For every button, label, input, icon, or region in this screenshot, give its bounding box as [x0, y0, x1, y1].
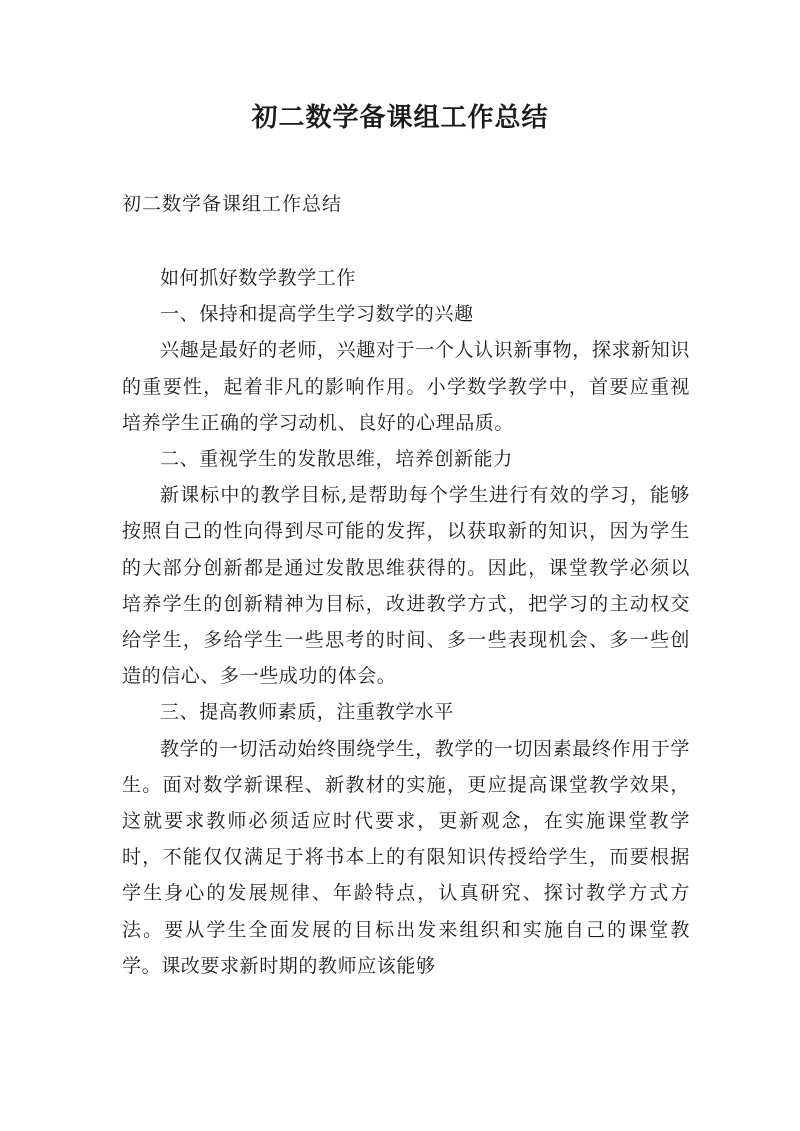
document-subtitle: 初二数学备课组工作总结 — [122, 193, 343, 215]
paragraph: 兴趣是最好的老师，兴趣对于一个人认识新事物，探求新知识的重要性，起着非凡的影响作用。小学数学教学中，首要应重视培养学生正确的学习动机、良好的心理品质。 — [122, 339, 690, 434]
document-body — [122, 260, 690, 984]
section-heading-2: 二、重视学生的发散思维，培养创新能力 — [160, 448, 513, 471]
section-heading-3: 三、提高教师素质，注重教学水平 — [160, 701, 455, 724]
paragraph-heading: 如何抓好数学教学工作 — [160, 267, 357, 289]
page-title: 初二数学备课组工作总结 — [251, 103, 549, 133]
paragraph: 教学的一切活动始终围绕学生，教学的一切因素最终作用于学生。面对数学新课程、新教材的实施，更应提高课堂教学效果，这就要求教师必须适应时代要求，更新观念，在实施课堂教学时，不能仅仅满足于将书本上的有限知识传授给学生，而要根据学生身心的发展规律、年龄特点，认真研究、探讨教学方式方法。要从学生全面发展的目标出发来组织和实施自己的课堂教学。课改要求新时期的教师应该能够 — [122, 737, 690, 977]
paragraph: 新课标中的教学目标,是帮助每个学生进行有效的学习，能够按照自己的性向得到尽可能的发挥，以获取新的知识，因为学生的大部分创新都是通过发散思维获得的。因此，课堂教学必须以培养学生的创新精神为目标，改进教学方式，把学习的主动权交给学生，多给学生一些思考的时间、多一些表现机会、多一些创造的信心、多一些成功的体会。 — [122, 484, 690, 688]
section-heading-1: 一、保持和提高学生学习数学的兴趣 — [160, 303, 474, 326]
